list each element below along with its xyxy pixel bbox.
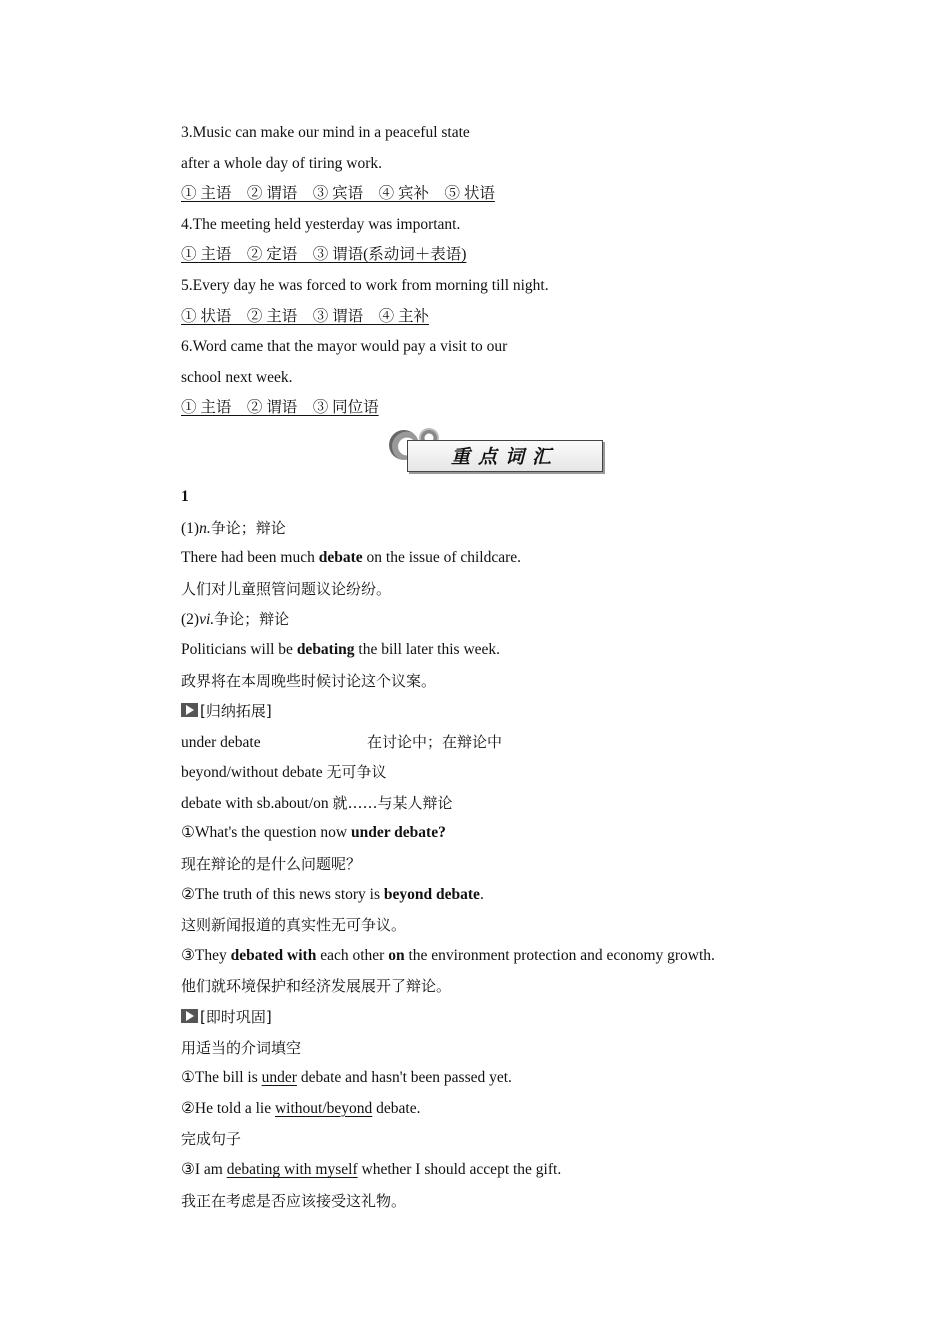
quiz-heading: [即时巩固]	[181, 1002, 821, 1033]
phrase-example-3: ③They debated with each other on the environment protection and economy growth.	[181, 946, 715, 964]
sense-2: (2)vi.争论；辩论	[181, 610, 290, 629]
extension-heading: [归纳拓展]	[181, 696, 821, 727]
sentence-4-line-1: 4.The meeting held yesterday was important.	[181, 215, 461, 233]
phrase-row: debate with sb.about/on 就……与某人辩论	[181, 793, 453, 812]
sentence-5-answer: ① 状语 ② 主语 ③ 谓语 ④ 主补	[181, 307, 430, 325]
play-triangle-icon	[181, 703, 198, 717]
banner-title: 重点词汇	[450, 446, 559, 469]
sense-1: (1)n.争论；辩论	[181, 518, 286, 537]
sentence-6-line-1: 6.Word came that the mayor would pay a visit to our	[181, 338, 508, 356]
page-content	[181, 118, 821, 1216]
phrase-example-2-translation: 这则新闻报道的真实性无可争议。	[181, 916, 407, 935]
section-banner	[181, 424, 821, 482]
sentence-5-line-1: 5.Every day he was forced to work from morning till night.	[181, 276, 549, 294]
sentence-3-line-2: after a whole day of tiring work.	[181, 154, 383, 172]
sentence-3-line-1: 3.Music can make our mind in a peaceful state	[181, 124, 470, 141]
quiz-instruction-1: 用适当的介词填空	[181, 1038, 302, 1057]
phrase-example-1: ①What's the question now under debate?	[181, 824, 446, 842]
sentence-6-answer: ① 主语 ② 谓语 ③ 同位语	[181, 399, 379, 417]
quiz-instruction-2: 完成句子	[181, 1130, 242, 1149]
play-triangle-icon	[181, 1009, 198, 1023]
vocab-number: 1	[181, 487, 189, 505]
example-1: There had been much debate on the issue of childcare.	[181, 549, 522, 567]
quiz-item-2: ②He told a lie without/beyond debate.	[181, 1099, 421, 1117]
phrase-example-1-translation: 现在辩论的是什么问题呢？	[181, 855, 362, 874]
quiz-item-1: ①The bill is under debate and hasn't been passed yet.	[181, 1069, 512, 1087]
quiz-item-3-translation: 我正在考虑是否应该接受这礼物。	[181, 1191, 407, 1210]
example-2-translation: 政界将在本周晚些时候讨论这个议案。	[181, 671, 437, 690]
example-2: Politicians will be debating the bill later this week.	[181, 640, 501, 658]
phrase-example-2: ②The truth of this news story is beyond debate.	[181, 885, 484, 903]
example-1-translation: 人们对儿童照管问题议论纷纷。	[181, 579, 392, 598]
quiz-item-3: ③I am debating with myself whether I should accept the gift.	[181, 1161, 562, 1178]
phrase-row: beyond/without debate 无可争议	[181, 763, 387, 782]
phrase-example-3-translation: 他们就环境保护和经济发展展开了辩论。	[181, 977, 452, 996]
sentence-6-line-2: school next week.	[181, 368, 293, 386]
sentence-3-answer: ① 主语 ② 谓语 ③ 宾语 ④ 宾补 ⑤ 状语	[181, 185, 495, 203]
phrase-row: under debate 在讨论中；在辩论中	[181, 732, 503, 751]
sentence-4-answer: ① 主语 ② 定语 ③ 谓语(系动词＋表语)	[181, 246, 467, 264]
